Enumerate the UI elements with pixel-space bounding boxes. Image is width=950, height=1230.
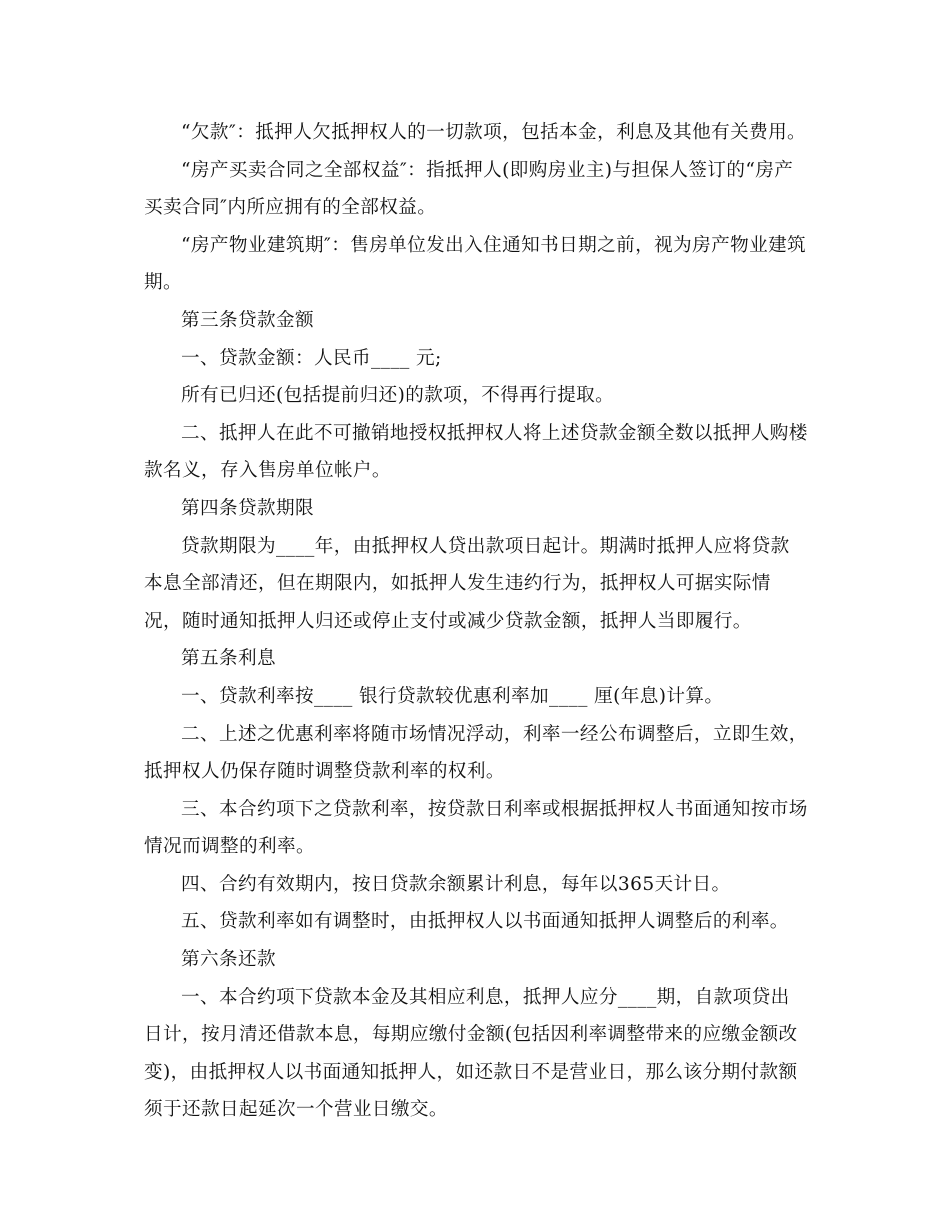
article-3-clause-2: 二、抵押人在此不可撤销地授权抵押权人将上述贷款金额全数以抵押人购楼款名义，存入售房单位帐户。 (144, 422, 808, 482)
article-6-heading: 第六条还款 (181, 949, 276, 971)
article-4-body: 贷款期限为____年，由抵押权人贷出款项日起计。期满时抵押人应将贷款本息全部清还，但在期限内，如抵押人发生违约行为，抵押权人可据实际情况，随时通知抵押人归还或停止支付或减少贷款金额，抵押人当即履行。 (144, 535, 790, 632)
article-5-heading: 第五条利息 (181, 648, 276, 670)
article-3-clause-1: 一、贷款金额：人民币____ 元; (181, 347, 442, 369)
article-5-clause-1: 一、贷款利率按____ 银行贷款较优惠利率加____ 厘(年息)计算。 (181, 685, 724, 707)
article-3-note: 所有已归还(包括提前归还)的款项，不得再行提取。 (181, 385, 615, 407)
article-5-clause-5: 五、贷款利率如有调整时，由抵押权人以书面通知抵押人调整后的利率。 (181, 911, 789, 933)
article-3-heading: 第三条贷款金额 (181, 309, 314, 331)
article-6-clause-1: 一、本合约项下贷款本金及其相应利息，抵押人应分____期，自款项贷出日计，按月清还借款本息，每期应缴付金额(包括因利率调整带来的应缴金额改变)，由抵押权人以书面通知抵押人，如还款日不是营业日，那么该分期付款额须于还款日起延次一个营业日缴交。 (144, 986, 798, 1121)
article-4-heading: 第四条贷款期限 (181, 497, 314, 519)
article-5-clause-4: 四、合约有效期内，按日贷款余额累计利息，每年以365天计日。 (181, 873, 731, 895)
article-5-clause-2: 二、上述之优惠利率将随市场情况浮动，利率一经公布调整后，立即生效，抵押权人仍保存随时调整贷款利率的权利。 (144, 723, 808, 783)
document-body (144, 114, 808, 1129)
definition-construction-period: “房产物业建筑期″：售房单位发出入住通知书日期之前，视为房产物业建筑期。 (144, 234, 807, 294)
definition-contract-rights: “房产买卖合同之全部权益″：指抵押人(即购房业主)与担保人签订的“房产买卖合同″内所应拥有的全部权益。 (144, 159, 794, 219)
article-5-clause-3: 三、本合约项下之贷款利率，按贷款日利率或根据抵押权人书面通知按市场情况而调整的利率。 (144, 798, 808, 858)
definition-debt: “欠款″：抵押人欠抵押权人的一切款项，包括本金，利息及其他有关费用。 (181, 122, 807, 143)
